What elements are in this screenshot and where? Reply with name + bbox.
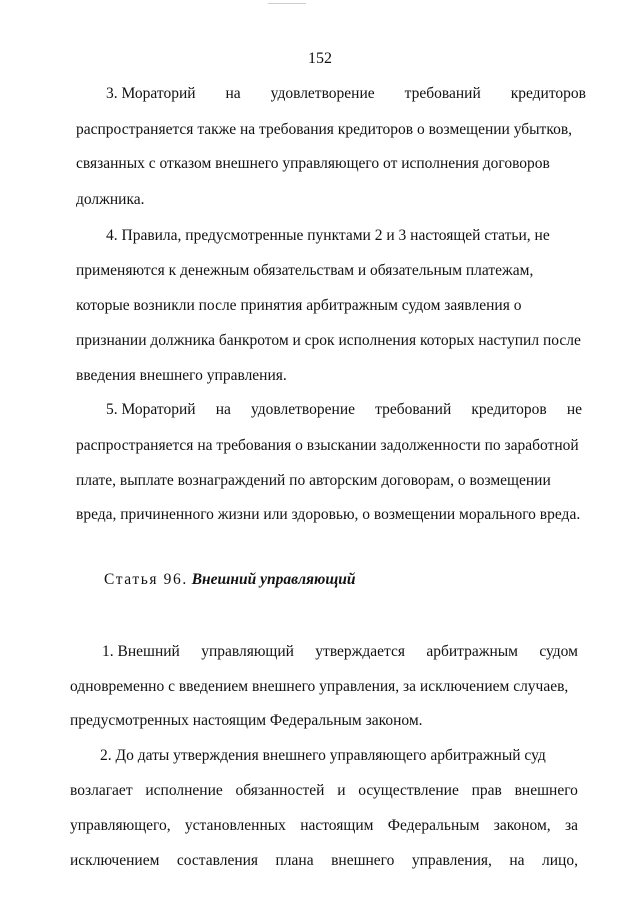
- a2-word: за: [564, 817, 578, 834]
- a2-word: управляющего,: [70, 817, 171, 834]
- a2-line-3: [70, 816, 578, 836]
- p3-line-3: связанных с отказом внешнего управляющего от исполнения договоров: [76, 155, 550, 172]
- a2-word: внешнего: [331, 852, 395, 869]
- p5-line-4: вреда, причиненного жизни или здоровью, о возмещении морального вреда.: [76, 506, 581, 523]
- p5-word: 5. Мораторий: [106, 401, 196, 418]
- p4-line-5: введения внешнего управления.: [76, 367, 287, 384]
- p5-word: не: [566, 401, 582, 418]
- p3-word: 3. Мораторий: [106, 85, 196, 102]
- p5-word: на: [215, 401, 231, 418]
- a1-word: утверждается: [315, 643, 406, 660]
- a2-word: и: [337, 782, 346, 799]
- a2-line-1: 2. До даты утверждения внешнего управляющего арбитражный суд: [100, 747, 546, 764]
- p5-word: кредиторов: [471, 401, 547, 418]
- a2-word: возлагает: [70, 782, 133, 799]
- p4-line-3: которые возникли после принятия арбитражным судом заявления о: [76, 297, 522, 314]
- p4-line-2: применяются к денежным обязательствам и обязательным платежам,: [76, 262, 534, 279]
- a1-word: 1. Внешний: [102, 643, 180, 660]
- article-number: Статья 96.: [104, 571, 188, 588]
- p3-line-4: должника.: [76, 191, 145, 208]
- a1-line-3: предусмотренных настоящим Федеральным законом.: [70, 712, 423, 729]
- a1-word: управляющий: [201, 643, 294, 660]
- p3-line-2: распространяется также на требования кредиторов о возмещении убытков,: [76, 121, 573, 138]
- p5-line-1: [106, 400, 582, 420]
- page-number: 152: [308, 50, 332, 67]
- a2-word: Федеральным: [387, 817, 480, 834]
- article-heading: [104, 570, 355, 590]
- a1-line-1: [102, 642, 578, 662]
- a2-word: исключением: [70, 852, 160, 869]
- p4-line-1: 4. Правила, предусмотренные пунктами 2 и 3 настоящей статьи, не: [106, 227, 550, 244]
- p4-line-4: признании должника банкротом и срок исполнения которых наступил после: [76, 332, 581, 349]
- scan-mark: [268, 0, 306, 4]
- a2-word: управления,: [411, 852, 492, 869]
- a2-word: настоящим: [300, 817, 374, 834]
- p5-word: требований: [375, 401, 452, 418]
- a2-word: законом,: [493, 817, 551, 834]
- a2-word: лицо,: [542, 852, 578, 869]
- a2-word: осуществление: [358, 782, 459, 799]
- p3-line-1: [106, 84, 586, 104]
- p5-line-2: распространяется на требования о взыскании задолженности по заработной: [76, 437, 579, 454]
- article-title: Внешний управляющий: [191, 571, 356, 588]
- p3-word: удовлетворение: [270, 85, 375, 102]
- a1-line-2: одновременно с введением внешнего управления, за исключением случаев,: [70, 678, 569, 695]
- a2-word: прав: [471, 782, 502, 799]
- p5-line-3: плате, выплате вознаграждений по авторским договорам, о возмещении: [76, 472, 551, 489]
- a1-word: арбитражным: [426, 643, 518, 660]
- a2-word: плана: [275, 852, 314, 869]
- p5-word: удовлетворение: [251, 401, 355, 418]
- p3-word: требований: [404, 85, 481, 102]
- a2-word: обязанностей: [235, 782, 325, 799]
- a2-word: внешнего: [514, 782, 578, 799]
- p3-word: на: [225, 85, 241, 102]
- a1-word: судом: [539, 643, 578, 660]
- a2-line-4: [70, 851, 578, 871]
- a2-word: составления: [176, 852, 259, 869]
- a2-word: на: [509, 852, 525, 869]
- a2-word: исполнение: [145, 782, 223, 799]
- a2-word: установленных: [184, 817, 286, 834]
- p3-word: кредиторов: [510, 85, 586, 102]
- a2-line-2: [70, 781, 578, 801]
